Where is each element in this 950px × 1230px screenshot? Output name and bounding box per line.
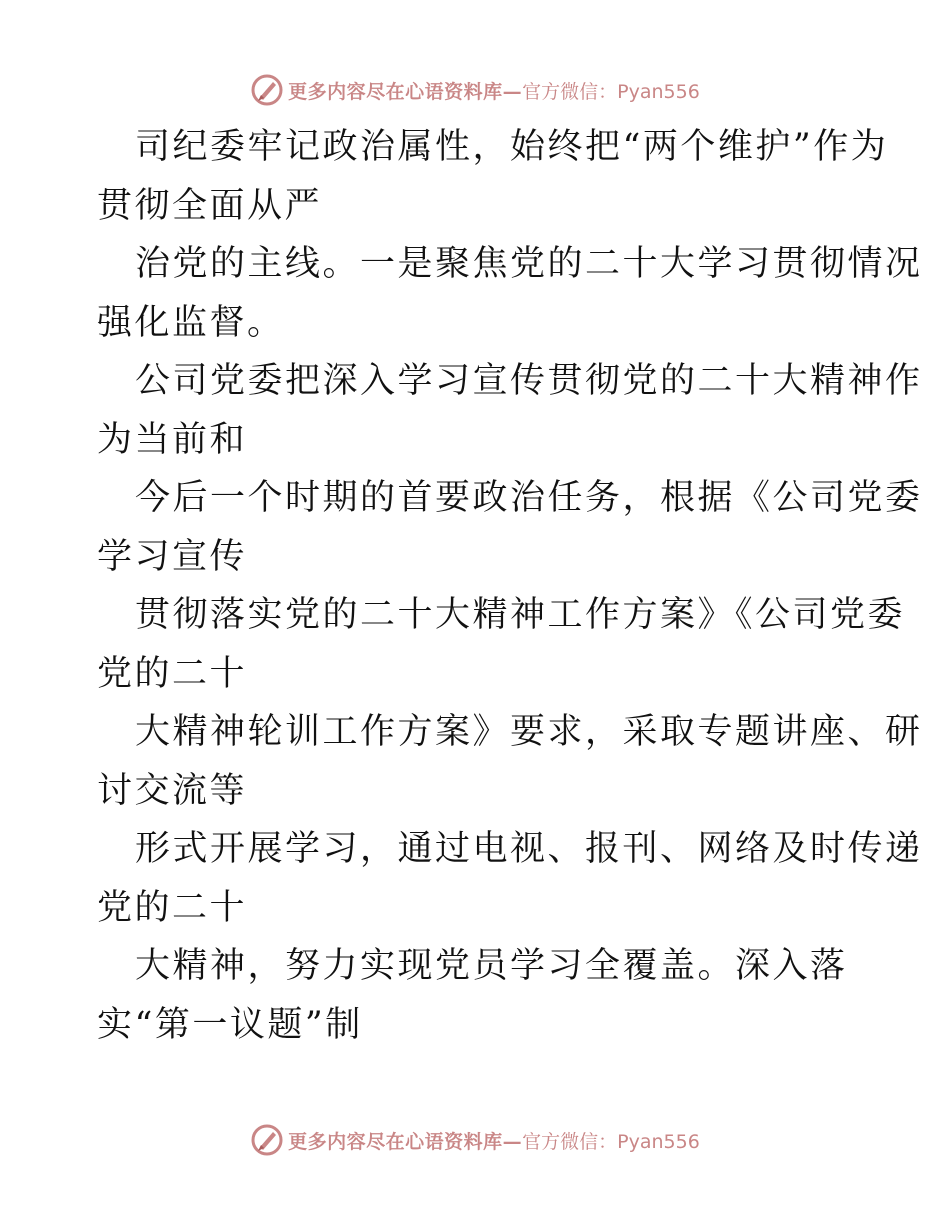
text-line: 司纪委牢记政治属性，始终把“两个维护”作为 <box>135 127 889 167</box>
banner-wechat: 官方微信：Pyan556 <box>522 1130 700 1153</box>
banner-text: 更多内容尽在心语资料库— <box>288 1130 523 1153</box>
footer-watermark-banner <box>0 1120 950 1160</box>
banner-wechat: 官方微信：Pyan556 <box>522 80 700 103</box>
text-line: 强化监督。 <box>97 302 285 343</box>
text-line: 形式开展学习，通过电视、报刊、网络及时传递 <box>135 829 923 869</box>
text-line: 党的二十 <box>97 653 248 694</box>
text-line: 党的二十 <box>97 887 248 928</box>
text-line: 大精神轮训工作方案》要求，采取专题讲座、研 <box>135 712 923 752</box>
text-line: 学习宣传 <box>97 536 248 577</box>
header-watermark-banner <box>0 70 950 110</box>
pen-logo-icon <box>250 73 284 107</box>
banner-text: 更多内容尽在心语资料库— <box>288 80 523 103</box>
pen-logo-icon <box>250 1123 284 1157</box>
text-line: 今后一个时期的首要政治任务，根据《公司党委 <box>135 478 923 518</box>
text-line: 治党的主线。一是聚焦党的二十大学习贯彻情况 <box>135 244 923 284</box>
text-line: 讨交流等 <box>97 770 248 811</box>
text-line: 实“第一议题”制 <box>97 1004 363 1045</box>
text-line: 大精神，努力实现党员学习全覆盖。深入落 <box>135 946 848 986</box>
text-line: 贯彻全面从严 <box>97 185 323 226</box>
text-line: 公司党委把深入学习宣传贯彻党的二十大精神作 <box>135 361 923 401</box>
document-body <box>97 118 923 1054</box>
text-line: 为当前和 <box>97 419 248 460</box>
text-line: 贯彻落实党的二十大精神工作方案》《公司党委 <box>135 595 906 635</box>
